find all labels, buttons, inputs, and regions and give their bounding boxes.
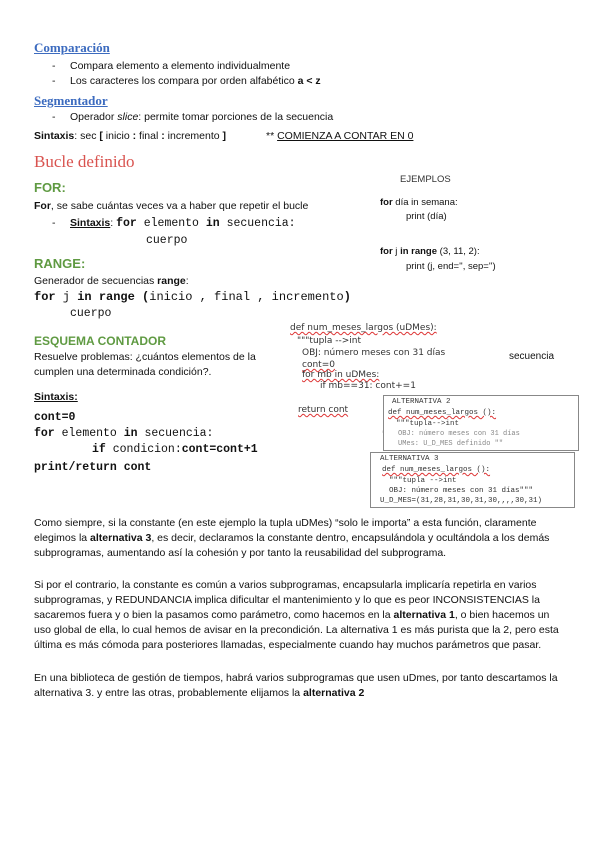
syntax-colon-1: : [132, 130, 137, 142]
syntax-colon-2: : [161, 130, 165, 142]
example-1-line-1 [380, 197, 458, 208]
p2-text-end: , o bien hacemos un uso global de ella, lo cual hemos de avisar en la precondición. La alternativa 1 es más purista que la 2, pero esta última es más cómoda para posteriores llamadas, especialmente cuando hay muchos parámetros que pasar. [34, 609, 559, 651]
segmentador-bullet-1 [70, 111, 333, 123]
for-desc-text: , se sabe cuántas veces va a haber que repetir el bucle [50, 200, 309, 212]
hand-text: def num_meses_largos (uDMes): [290, 323, 437, 333]
bullet-em: slice [117, 111, 139, 123]
alt2-line-4: UMes: U_D_MES definido "" [398, 440, 504, 448]
bullet-text: Operador [70, 111, 118, 123]
hand-line-2: """tupla -->int [297, 336, 362, 346]
for-syntax-sep: : [110, 217, 117, 229]
for-kw: for [116, 217, 137, 230]
p1-text: Como siempre, si la constante (en este ejemplo la tupla uDMes) “solo le importa” a esta función, claramente elegimos la [34, 517, 537, 544]
segmentador-syntax [34, 130, 226, 142]
comparacion-bullet-2 [70, 75, 321, 87]
example-text: día in semana: [392, 197, 458, 208]
alt3-title: ALTERNATIVA 3 [380, 455, 439, 463]
range-desc-text: Generador de secuencias [34, 275, 158, 287]
syntax-label: Sintaxis [34, 130, 75, 142]
range-var: j [55, 290, 78, 304]
contador-line-3 [92, 443, 258, 456]
p1-bold: alternativa 3 [90, 532, 152, 544]
for-heading: FOR: [34, 180, 66, 195]
range-paren-open: ( [134, 290, 150, 304]
for-description [34, 200, 308, 212]
range-desc-bold: range [157, 275, 186, 287]
bullet-bold: a < z [297, 75, 321, 87]
bullet-text: Los caracteres los compara por orden alfabético [70, 75, 298, 87]
hand-side-label: secuencia [509, 351, 555, 362]
syntax-bracket-close: ] [222, 130, 227, 142]
if-kw: if [92, 443, 106, 456]
hand-line-4 [302, 360, 335, 370]
comparacion-heading: Comparación [34, 40, 110, 55]
syntax-bracket-open: [ [99, 130, 103, 142]
p2-text: Si por el contrario, la constante es común a varios subprogramas, encapsularla implicaría repetirla en varios subprogramas, y REDUNDANCIA implica dificultar el mantenimiento y lo que es peor INCONSISTENCIAS la sacaremos fuera y o bien la pasamos como parámetro, como hacemos en la [34, 579, 540, 621]
paragraph-3 [34, 671, 566, 701]
in-kw: in [123, 427, 138, 440]
ejemplos-heading: EJEMPLOS [400, 174, 451, 185]
note-prefix: ** [266, 130, 278, 142]
contador-syntax-label: Sintaxis: [34, 391, 78, 403]
increment: cont=cont+1 [181, 443, 258, 456]
for-kw: for [380, 197, 393, 208]
range-desc-end: : [185, 275, 189, 287]
segmentador-note [266, 130, 413, 142]
for-kw: for [34, 427, 55, 440]
segmentador-heading: Segmentador [34, 93, 108, 108]
range-body: cuerpo [70, 307, 112, 320]
hand-line-1 [290, 323, 437, 333]
syntax-text: : sec [74, 130, 100, 142]
in-kw: in [77, 290, 92, 304]
alt2-line-3: OBJ: número meses con 31 días [398, 430, 520, 438]
bullet-text-end: : permite tomar porciones de la secuencia [138, 111, 334, 123]
for-kw: for [34, 290, 56, 304]
contador-heading: ESQUEMA CONTADOR [34, 334, 166, 348]
example-var: j [392, 246, 401, 257]
alt2-line-2: """tupla-->int [396, 420, 460, 428]
alternativa-2-box [383, 395, 579, 451]
alt2-text: def num_meses_largos (): [388, 409, 497, 417]
hand-line-3: OBJ: número meses con 31 días [302, 348, 446, 358]
if-condition: condicion: [105, 443, 182, 456]
for-elemento: elemento [136, 217, 206, 230]
for-body: cuerpo [146, 234, 188, 247]
example-1-line-2: print (día) [406, 211, 447, 222]
alt2-line-1 [388, 409, 496, 417]
in-range-kw: in range [400, 246, 438, 257]
alt3-line-1 [382, 466, 490, 474]
bullet-text: Compara elemento a elemento individualmente [70, 60, 291, 72]
p2-bold: alternativa 1 [393, 609, 455, 621]
hand-line-6: if mb==31: cont+=1 [320, 381, 416, 391]
p1-text-end: , es decir, declaramos la constante dentro, encapsulándola y ocultándola a los demás subprogramas, aumentando así la cohesión y por tanto la reusabilidad del subprograma. [34, 532, 550, 559]
note-text: COMIENZA A CONTAR EN 0 [277, 130, 414, 142]
example-2-line-1 [380, 246, 480, 257]
syntax-final: final [136, 130, 162, 142]
contador-line-4: print/return cont [34, 461, 152, 474]
in-kw: in [205, 217, 220, 230]
alt3-line-3: OBJ: número meses con 31 días""" [389, 487, 534, 495]
for-elemento: elemento [54, 427, 124, 440]
hand-line-5 [302, 370, 379, 380]
alt3-line-4: U_D_MES=(31,28,31,30,31,30,,,,30,31) [380, 497, 543, 505]
comparacion-bullet-1 [70, 60, 290, 72]
alt3-line-2: """tupla -->int [389, 477, 457, 485]
contador-line-1: cont=0 [34, 411, 76, 424]
for-secuencia: secuencia: [137, 427, 214, 440]
contador-desc-2: cumplen una determinada condición?. [34, 366, 212, 378]
range-heading: RANGE: [34, 256, 86, 271]
hand-line-7 [298, 405, 348, 415]
contador-desc-1: Resuelve problemas: ¿cuántos elementos de la [34, 351, 256, 363]
p3-text: En una biblioteca de gestión de tiempos, habrá varios subprogramas que usen uDmes, por tanto descartamos la alternativa 3. y entre las otras, probablemente elijamos la [34, 672, 558, 699]
hand-text: cont=0 [302, 360, 335, 370]
range-paren-close: ) [343, 290, 351, 304]
example-2-line-2: print (j, end='', sep='') [406, 261, 496, 272]
syntax-incremento: incremento [164, 130, 223, 142]
hand-text: for mb in uDMes: [302, 370, 380, 380]
range-args: inicio , final , incremento [149, 290, 344, 304]
alternativa-3-box [370, 452, 575, 508]
range-description [34, 275, 189, 287]
range-syntax [34, 290, 351, 304]
syntax-inicio: inicio [102, 130, 133, 142]
bucle-heading: Bucle definido [34, 152, 135, 171]
alt3-text: def num_meses_largos (): [382, 466, 491, 474]
paragraph-1 [34, 516, 566, 561]
p3-bold: alternativa 2 [303, 687, 365, 699]
for-syntax [70, 217, 296, 230]
for-kw: for [380, 246, 393, 257]
alt2-title: ALTERNATIVA 2 [392, 398, 451, 406]
range-kw: range [98, 290, 135, 304]
for-desc-bold: For [34, 200, 51, 212]
for-syntax-label: Sintaxis [70, 217, 111, 229]
contador-line-2 [34, 427, 213, 440]
example-args: (3, 11, 2): [437, 246, 480, 257]
paragraph-2 [34, 578, 566, 653]
for-secuencia: secuencia: [219, 217, 296, 230]
hand-text: return cont [298, 405, 349, 415]
